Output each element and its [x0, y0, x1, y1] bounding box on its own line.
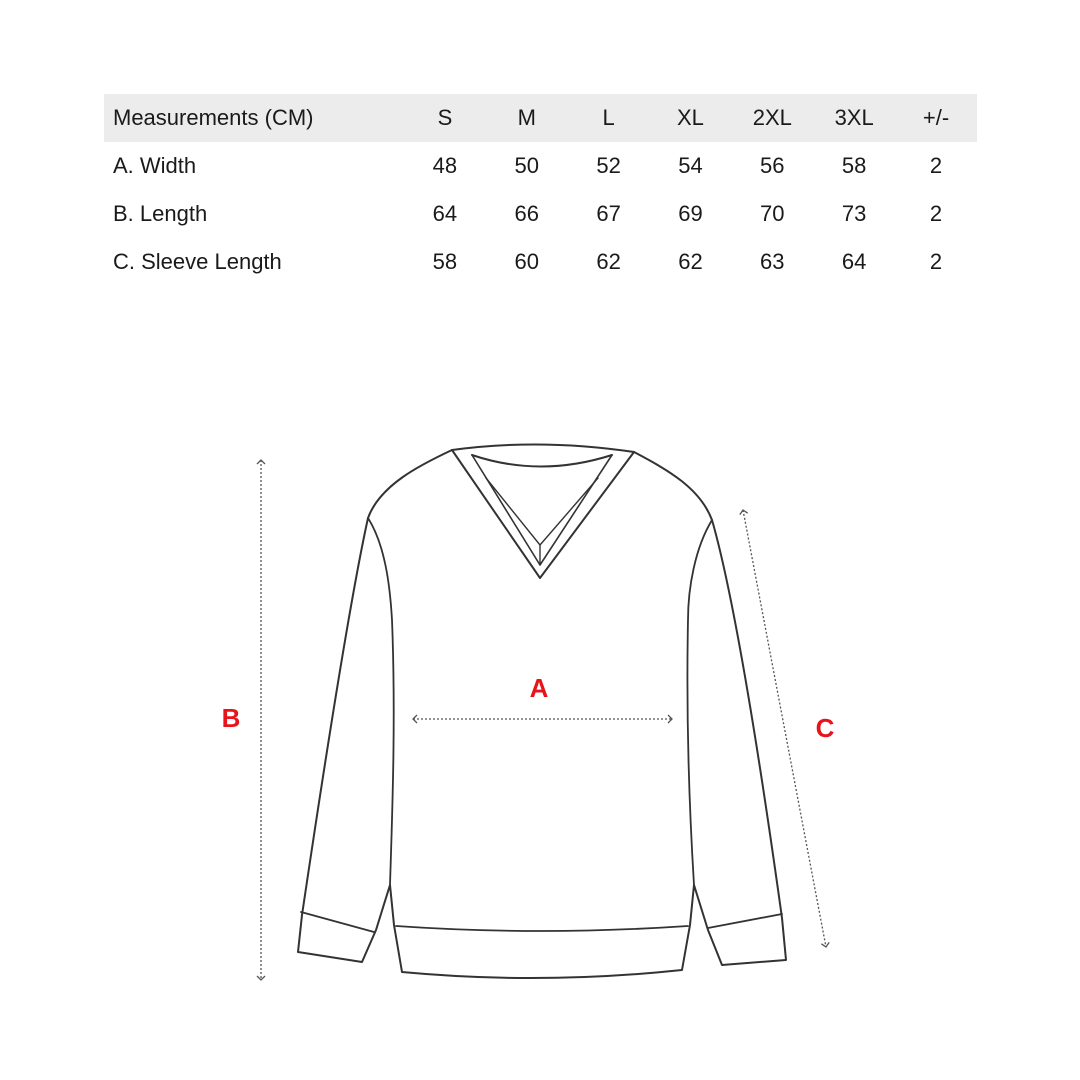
header-cell: +/-: [922, 105, 950, 130]
width-label: A: [529, 673, 549, 703]
header-cell: 2XL: [752, 105, 792, 130]
neck-v-outer: [452, 450, 634, 578]
length-label: B: [221, 703, 241, 733]
table-cell: 58: [841, 153, 867, 178]
header-cell: M: [517, 105, 536, 130]
table-cell: 58: [432, 249, 458, 274]
left-cuff-line: [301, 912, 374, 932]
table-cell: 52: [596, 153, 621, 178]
table-cell: 67: [596, 201, 621, 226]
header-cell: Measurements (CM): [113, 105, 314, 130]
right-sleeve-seam: [687, 520, 712, 885]
header-cell: S: [437, 105, 453, 130]
table-cell: 64: [841, 249, 867, 274]
row-label: B. Length: [113, 201, 208, 226]
table-cell: 54: [678, 153, 703, 178]
waistband-line: [396, 926, 688, 931]
table-cell: 2: [929, 249, 943, 274]
left-sleeve-seam: [368, 518, 394, 885]
table-cell: 2: [929, 153, 943, 178]
header-cell: L: [602, 105, 615, 130]
table-cell: 73: [841, 201, 867, 226]
sleeve-label: C: [815, 713, 835, 743]
table-cell: 69: [678, 201, 703, 226]
table-cell: 56: [760, 153, 785, 178]
sleeve-guide: [743, 510, 826, 947]
table-cell: 62: [596, 249, 621, 274]
row-label: C. Sleeve Length: [113, 249, 282, 274]
row-label: A. Width: [113, 153, 197, 178]
header-cell: XL: [676, 105, 704, 130]
table-cell: 48: [432, 153, 458, 178]
right-cuff-line: [708, 914, 782, 928]
table-cell: 70: [760, 201, 785, 226]
sweater-body-outline: [298, 450, 786, 978]
neck-inner-top: [472, 455, 612, 467]
neck-outer: [452, 444, 634, 452]
table-cell: 2: [929, 201, 943, 226]
table-cell: 66: [514, 201, 539, 226]
table-cell: 60: [514, 249, 539, 274]
table-cell: 64: [432, 201, 458, 226]
neck-v-line: [486, 478, 598, 545]
header-cell: 3XL: [834, 105, 874, 130]
table-cell: 62: [678, 249, 703, 274]
table-cell: 63: [760, 249, 785, 274]
table-cell: 50: [514, 153, 539, 178]
